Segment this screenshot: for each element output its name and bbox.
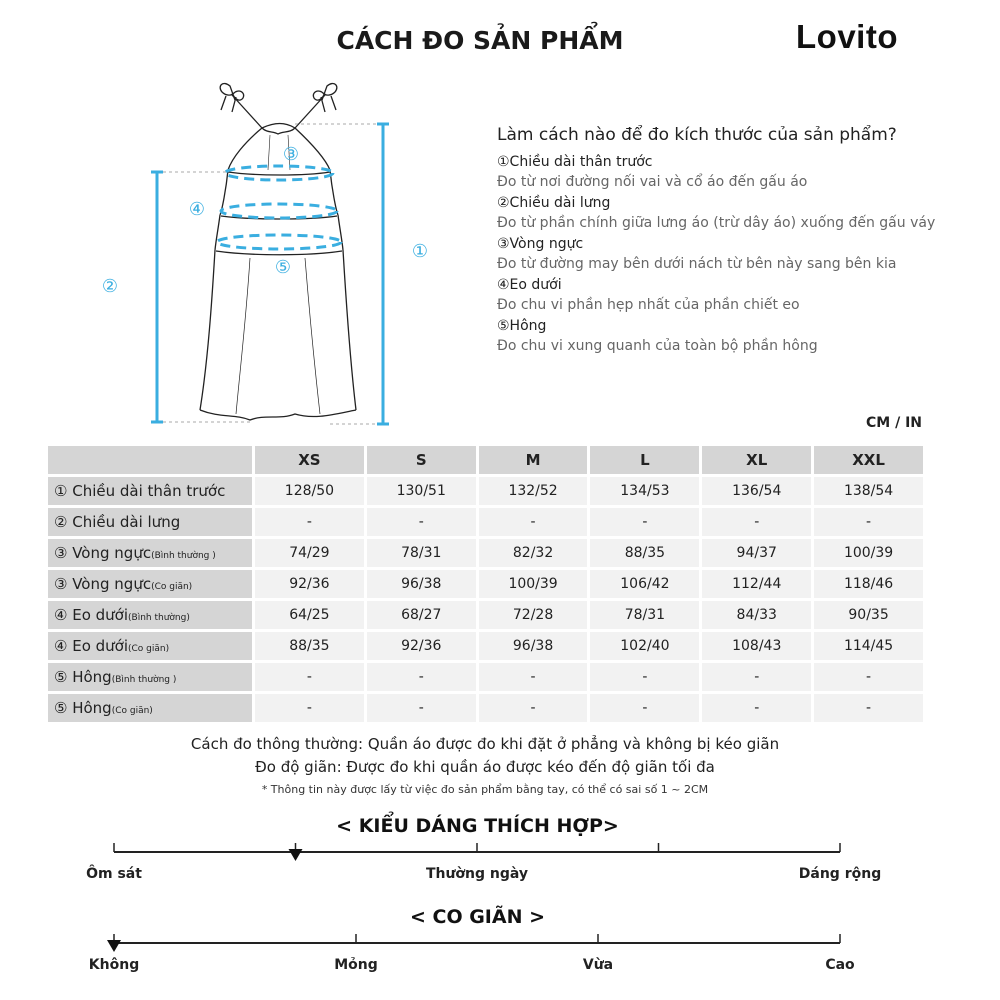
table-cell: - [367, 694, 476, 722]
table-cell: 94/37 [702, 539, 811, 567]
scale-marker [289, 849, 303, 861]
table-cell: 84/33 [702, 601, 811, 629]
table-row [48, 539, 923, 567]
row-label-text: ④ Eo dưới [54, 637, 129, 655]
row-label-text: ② Chiều dài lưng [54, 513, 181, 531]
row-label-note: (Bình thường) [128, 613, 190, 623]
scale-label: Dáng rộng [798, 866, 882, 882]
row-label-text: ③ Vòng ngực [54, 544, 152, 562]
row-label [48, 632, 252, 660]
table-cell: 78/31 [367, 539, 476, 567]
dress-diagram [95, 78, 440, 430]
table-cell: - [814, 508, 923, 536]
table-cell: 92/36 [255, 570, 364, 598]
table-cell: 68/27 [367, 601, 476, 629]
page-title: CÁCH ĐO SẢN PHẨM [336, 26, 624, 55]
table-cell: 100/39 [479, 570, 588, 598]
table-cell: 88/35 [590, 539, 699, 567]
guide-item-name: ④Eo dưới [497, 277, 562, 293]
note-stretch: Đo độ giãn: Được đo khi quần áo được kéo đến độ giãn tối đa [255, 758, 715, 776]
table-cell: 88/35 [255, 632, 364, 660]
row-label [48, 694, 252, 722]
table-cell: 118/46 [814, 570, 923, 598]
table-row [48, 601, 923, 629]
guide-item-desc: Đo chu vi phần hẹp nhất của phần chiết eo [497, 297, 800, 313]
row-label-text: ④ Eo dưới [54, 606, 129, 624]
scale-label: Cao [825, 957, 855, 973]
stretch-title: < CO GIÃN > [409, 906, 546, 928]
marker-4: ④ [188, 199, 206, 220]
table-cell: 136/54 [702, 477, 811, 505]
guide-item [497, 153, 937, 192]
table-cell: 92/36 [367, 632, 476, 660]
row-label [48, 570, 252, 598]
scale-label: Thường ngày [425, 866, 529, 882]
table-cell: 100/39 [814, 539, 923, 567]
marker-1: ① [411, 241, 429, 262]
row-label-text: ① Chiều dài thân trước [54, 482, 226, 500]
table-cell: - [702, 694, 811, 722]
table-cell: 138/54 [814, 477, 923, 505]
guide-item-name: ①Chiều dài thân trước [497, 154, 653, 170]
scale-marker [107, 940, 121, 952]
size-header: XXL [814, 446, 923, 474]
table-cell: 112/44 [702, 570, 811, 598]
table-cell: - [367, 508, 476, 536]
table-header-row [48, 446, 923, 474]
table-cell: 96/38 [367, 570, 476, 598]
table-cell: - [479, 694, 588, 722]
marker-3: ③ [282, 144, 300, 165]
marker-5: ⑤ [274, 257, 292, 278]
row-label-note: (Co giãn) [128, 644, 170, 654]
table-cell: - [590, 508, 699, 536]
scale-label: Mỏng [334, 957, 378, 973]
table-cell: 74/29 [255, 539, 364, 567]
table-row [48, 477, 923, 505]
table-cell: - [255, 508, 364, 536]
measurement-guide [497, 125, 937, 358]
table-cell: - [702, 663, 811, 691]
guide-item-name: ⑤Hông [497, 318, 547, 334]
note-disclaimer: * Thông tin này được lấy từ việc đo sản phẩm bằng tay, có thể có sai số 1 ~ 2CM [261, 783, 709, 796]
table-cell: 128/50 [255, 477, 364, 505]
table-corner [48, 446, 252, 474]
table-cell: - [814, 663, 923, 691]
table-cell: 134/53 [590, 477, 699, 505]
table-cell: - [255, 663, 364, 691]
brand-logo: Lovito [796, 18, 898, 55]
table-row [48, 570, 923, 598]
row-label [48, 539, 252, 567]
row-label [48, 601, 252, 629]
row-label-note: (Co giãn) [151, 582, 193, 592]
table-cell: - [590, 663, 699, 691]
table-cell: 114/45 [814, 632, 923, 660]
row-label-note: (Co giãn) [111, 706, 153, 716]
row-label [48, 663, 252, 691]
row-label-text: ⑤ Hông [54, 699, 112, 717]
row-label-text: ③ Vòng ngực [54, 575, 152, 593]
marker-2: ② [101, 276, 119, 297]
table-cell: 78/31 [590, 601, 699, 629]
guide-question: Làm cách nào để đo kích thước của sản phẩm? [497, 125, 897, 145]
guide-item-name: ③Vòng ngực [497, 236, 584, 252]
guide-item-desc: Đo từ phần chính giữa lưng áo (trừ dây áo) xuống đến gấu váy [497, 215, 936, 231]
row-label-note: (Bình thường ) [151, 551, 216, 561]
guide-item [497, 235, 937, 274]
table-cell: - [814, 694, 923, 722]
table-cell: - [702, 508, 811, 536]
table-cell: 108/43 [702, 632, 811, 660]
table-cell: 82/32 [479, 539, 588, 567]
size-table [45, 443, 926, 725]
table-cell: - [367, 663, 476, 691]
guide-item [497, 194, 937, 233]
row-label-text: ⑤ Hông [54, 668, 112, 686]
dress-straps [220, 84, 337, 128]
guide-item-desc: Đo chu vi xung quanh của toàn bộ phần hông [497, 338, 818, 354]
fit-scale [114, 843, 840, 861]
table-cell: 130/51 [367, 477, 476, 505]
size-header: L [590, 446, 699, 474]
table-cell: - [255, 694, 364, 722]
guide-item [497, 317, 937, 356]
table-cell: - [479, 663, 588, 691]
table-cell: 90/35 [814, 601, 923, 629]
table-cell: 102/40 [590, 632, 699, 660]
table-cell: - [479, 508, 588, 536]
table-cell: - [590, 694, 699, 722]
table-cell: 106/42 [590, 570, 699, 598]
unit-label: CM / IN [866, 415, 922, 431]
table-row [48, 632, 923, 660]
fit-title: < KIỂU DÁNG THÍCH HỢP> [336, 815, 619, 837]
size-header: XS [255, 446, 364, 474]
table-row [48, 694, 923, 722]
row-label [48, 477, 252, 505]
scale-label: Vừa [582, 957, 614, 973]
table-cell: 96/38 [479, 632, 588, 660]
note-normal: Cách đo thông thường: Quần áo được đo khi đặt ở phẳng và không bị kéo giãn [190, 735, 780, 753]
row-label-note: (Bình thường ) [111, 675, 177, 685]
measurement-notes [0, 733, 970, 801]
table-row [48, 508, 923, 536]
stretch-scale [107, 934, 840, 952]
size-header: XL [702, 446, 811, 474]
table-cell: 72/28 [479, 601, 588, 629]
size-header: M [479, 446, 588, 474]
guide-item [497, 276, 937, 315]
table-row [48, 663, 923, 691]
table-cell: 64/25 [255, 601, 364, 629]
guide-item-desc: Đo từ nơi đường nối vai và cổ áo đến gấu áo [497, 174, 808, 190]
scale-label: Không [88, 957, 140, 973]
row-label [48, 508, 252, 536]
size-header: S [367, 446, 476, 474]
guide-item-desc: Đo từ đường may bên dưới nách từ bên này sang bên kia [497, 256, 897, 272]
table-cell: 132/52 [479, 477, 588, 505]
scale-label: Ôm sát [86, 866, 142, 882]
guide-item-name: ②Chiều dài lưng [497, 195, 611, 211]
